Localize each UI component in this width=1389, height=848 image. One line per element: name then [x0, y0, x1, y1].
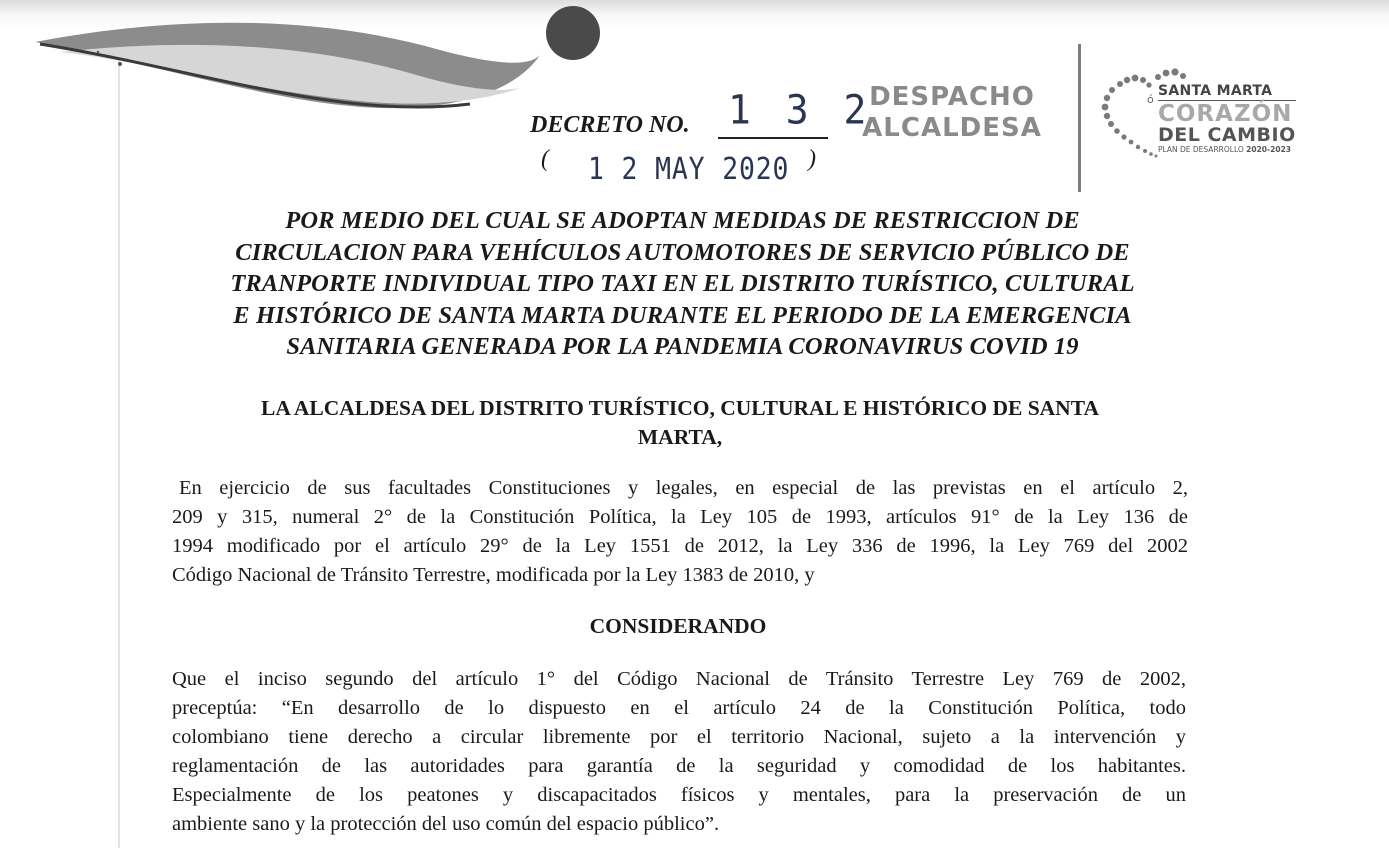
issuer-heading	[170, 394, 1190, 452]
paragraph-line: colombiano tiene derecho a circular libremente por el territorio Nacional, sujeto a la intervención y	[172, 726, 1186, 748]
logo-plan-years: 2020-2023	[1246, 145, 1292, 154]
paragraph-line: 1994 modificado por el artículo 29° de la Ley 1551 de 2012, la Ley 336 de 1996, la Ley 769 del 2002	[172, 535, 1188, 557]
letterhead-swoosh-graphic	[0, 0, 620, 130]
paragraph-line: preceptúa: “En desarrollo de lo dispuesto en el artículo 24 de la Constitución Política, todo	[172, 697, 1186, 719]
considerando-paragraph	[172, 665, 1186, 839]
paragraph-line: 209 y 315, numeral 2° de la Constitución Política, la Ley 105 de 1993, artículos 91° de la Ley 136 de	[172, 506, 1188, 528]
title-line: SANITARIA GENERADA POR LA PANDEMIA CORONAVIRUS COVID 19	[286, 333, 1079, 360]
paragraph-line: ambiente sano y la protección del uso común del espacio público”.	[172, 813, 720, 835]
logo-line-1: SANTA MARTA	[1158, 84, 1296, 101]
paragraph-line: reglamentación de las autoridades para garantía de la seguridad y comodidad de los habitantes.	[172, 755, 1186, 777]
issuer-line: LA ALCALDESA DEL DISTRITO TURÍSTICO, CULTURAL E HISTÓRICO DE SANTA	[261, 396, 1099, 420]
paragraph-line: Código Nacional de Tránsito Terrestre, modificada por la Ley 1383 de 2010, y	[172, 564, 815, 586]
paragraph-line: Que el inciso segundo del artículo 1° del Código Nacional de Tránsito Terrestre Ley 769 de 2002,	[172, 668, 1186, 690]
issuer-line: MARTA,	[637, 425, 723, 449]
decree-number-stamp: 1 3 2	[728, 86, 873, 134]
decree-number-underline	[718, 137, 828, 139]
title-line: TRANPORTE INDIVIDUAL TIPO TAXI EN EL DISTRITO TURÍSTICO, CULTURAL	[230, 270, 1135, 297]
preamble-paragraph	[172, 474, 1188, 590]
considerando-heading: CONSIDERANDO	[589, 614, 767, 638]
page-edge	[118, 40, 120, 848]
title-line: CIRCULACION PARA VEHÍCULOS AUTOMOTORES DE SERVICIO PÚBLICO DE	[235, 238, 1130, 266]
date-paren-close: )	[808, 146, 816, 172]
title-line: POR MEDIO DEL CUAL SE ADOPTAN MEDIDAS DE RESTRICCION DE	[285, 207, 1080, 234]
header-divider	[1078, 44, 1081, 192]
logo-line-4	[1158, 146, 1296, 154]
paragraph-line: Especialmente de los peatones y discapacitados físicos y mentales, para la preservación de un	[172, 784, 1186, 806]
paragraph-line: En ejercicio de sus facultades Constituciones y legales, en especial de las previstas en el artículo 2,	[179, 477, 1188, 499]
decree-label: DECRETO NO.	[530, 112, 690, 138]
decree-title	[150, 205, 1215, 363]
office-line-2: ALCALDESA	[862, 113, 1042, 143]
title-line: E HISTÓRICO DE SANTA MARTA DURANTE EL PERIODO DE LA EMERGENCIA	[233, 301, 1132, 329]
logo-plan-label: PLAN DE DESARROLLO	[1158, 145, 1244, 154]
logo-line-3: DEL CAMBIO	[1158, 124, 1296, 146]
logo-wordmark	[1158, 84, 1296, 154]
date-stamp: 1 2 MAY 2020	[588, 152, 790, 187]
office-line-1: DESPACHO	[869, 82, 1035, 112]
svg-text:ó: ó	[1147, 93, 1154, 106]
office-label	[852, 82, 1052, 144]
date-paren-open: (	[541, 146, 549, 172]
logo-line-2: CORAZÓN	[1158, 101, 1293, 127]
